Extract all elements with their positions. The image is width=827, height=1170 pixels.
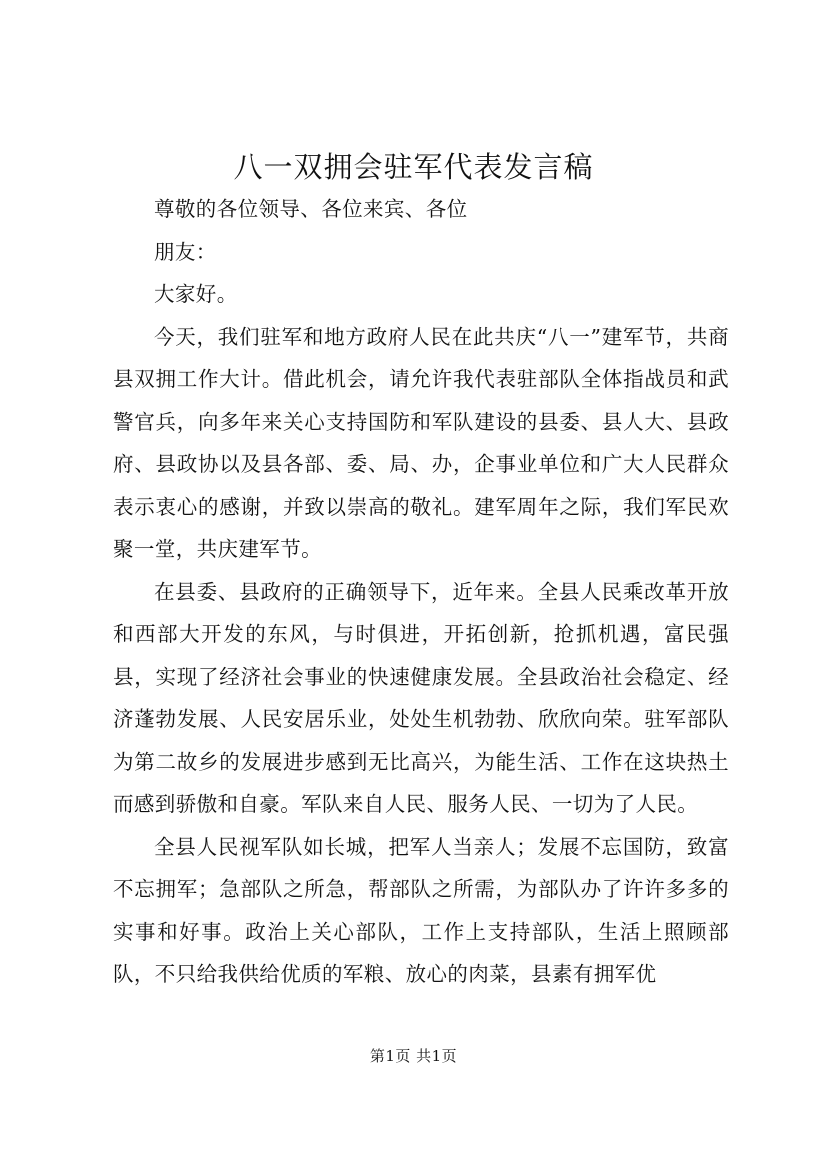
body-paragraph-1: 今天，我们驻军和地方政府人民在此共庆“八一”建军节，共商县双拥工作大计。借此机会，请允许我代表驻部队全体指战员和武警官兵，向多年来关心支持国防和军队建设的县委、县人大、县政府、县政协以及县各部、委、局、办，企事业单位和广大人民群众表示衷心的感谢，并致以崇高的敬礼。建军周年之际，我们军民欢聚一堂，共庆建军节。 [113,324,729,561]
greeting-paragraph: 大家好。 [154,282,238,306]
document-body [113,188,729,996]
page-footer: 第1页 共1页 [369,1047,458,1065]
salutation-line-1: 尊敬的各位领导、各位来宾、各位 [154,197,468,221]
body-paragraph-3: 全县人民视军队如长城，把军人当亲人；发展不忘国防，致富不忘拥军；急部队之所急，帮部队之所需，为部队办了许许多多的实事和好事。政治上关心部队，工作上支持部队，生活上照顾部队，不只给我供给优质的军粮、放心的肉菜，县素有拥军优 [113,834,729,986]
body-paragraph-2: 在县委、县政府的正确领导下，近年来。全县人民乘改革开放和西部大开发的东风，与时俱进，开拓创新，抢抓机遇，富民强县，实现了经济社会事业的快速健康发展。全县政治社会稳定、经济蓬勃发展、人民安居乐业，处处生机勃勃、欣欣向荣。驻军部队为第二故乡的发展进步感到无比高兴，为能生活、工作在这块热土而感到骄傲和自豪。军队来自人民、服务人民、一切为了人民。 [113,579,729,816]
salutation-line-2: 朋友： [154,239,217,264]
document-title: 八一双拥会驻军代表发言稿 [233,150,594,184]
